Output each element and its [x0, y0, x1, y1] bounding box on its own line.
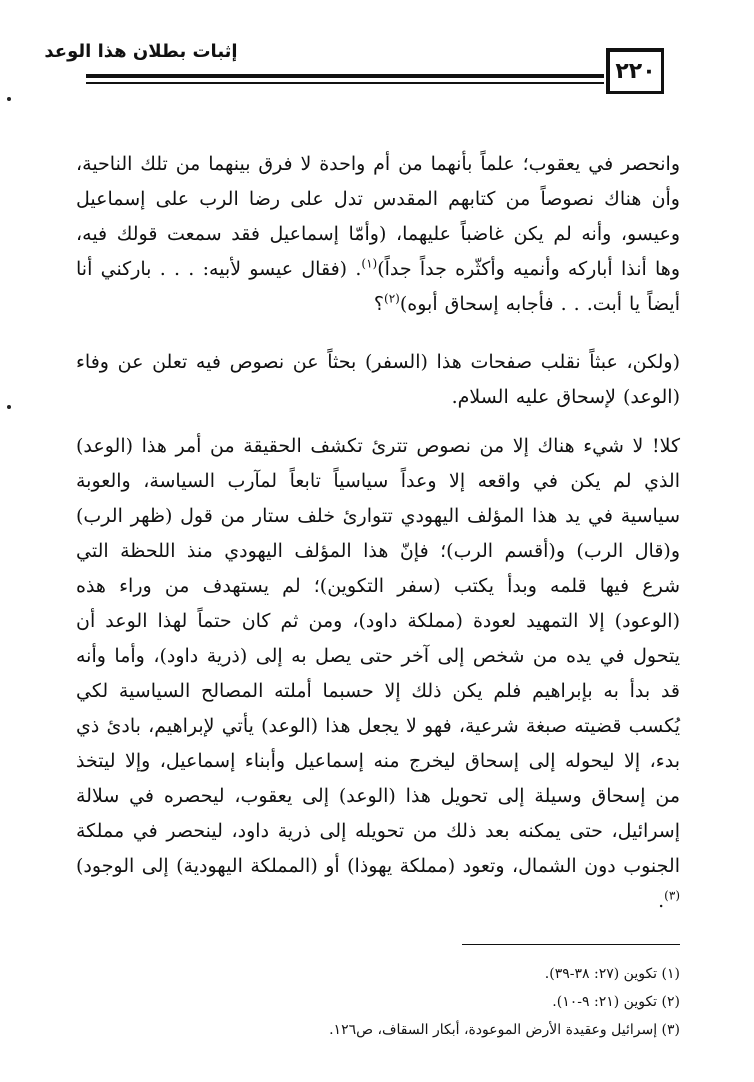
paragraph-text: ؟	[373, 293, 385, 315]
footnotes	[76, 960, 680, 1044]
paragraph	[76, 147, 680, 322]
header-rule	[86, 74, 604, 78]
footnote-ref: (١)	[361, 256, 378, 271]
footnote-separator	[462, 944, 680, 945]
running-title: إثبات بطلان هذا الوعد	[44, 41, 238, 62]
paragraph	[76, 429, 680, 919]
footnote-ref: (٢)	[384, 291, 400, 306]
paragraph-text: .	[658, 890, 665, 912]
footnote-ref: (٣)	[664, 888, 680, 903]
paragraph	[76, 345, 680, 415]
paragraph-text: . (فقال عيسو لأبيه: . . . باركني أنا أيضاً يا أبت. . . فأجابه إسحاق أبوه)	[76, 258, 680, 315]
page-number: ٢٢٠	[615, 59, 656, 84]
paragraph-text: (ولكن، عبثاً نقلب صفحات هذا (السفر) بحثاً عن نصوص فيه تعلن عن وفاء (الوعد) لإسحاق عليه السلام.	[76, 351, 680, 408]
page-number-box	[606, 48, 664, 94]
paragraph-text: كلا! لا شيء هناك إلا من نصوص تترئ تكشف الحقيقة من أمر هذا (الوعد) الذي لم يكن في واقعه إلا وعداً سياسياً تابعاً لمآرب السياسة، والعوبة سياسية في يد هذا المؤلف اليهودي تتوارئ خلف ستار من قول (ظهر الرب) و(قال الرب) و(أقسم الرب)؛ فإنّ هذا المؤلف اليهودي منذ اللحظة التي شرع فيها قلمه وبدأ يكتب (سفر التكوين)؛ لم يستهدف من وراء هذه (الوعود) إلا التمهيد لعودة (مملكة داود)، ومن ثم كان حتماً لهذا الوعد أن يتحول في يده من شخص إلى آخر حتى يصل به إلى (ذرية داود)، وأما وأنه قد بدأ به بإبراهيم فلم يكن ذلك إلا حسبما أملته المصالح السياسية لكي يُكسب قضيته صبغة شرعية، فهو لا يجعل هذا (الوعد) يأتي لإبراهيم، بادئ ذي بدء، إلا ليحوله إلى إسحاق ليخرج منه إسماعيل وأبناء إسماعيل، وإلا ليتخذ من إسحاق وسيلة إلى تحويل هذا (الوعد) إلى يعقوب، ليحصره في سلالة إسرائيل، حتى يمكنه بعد ذلك من تحويله إلى ذرية داود، لينحصر في مملكة الجنوب دون الشمال، وتعود (مملكة يهوذا) أو (المملكة اليهودية) إلى الوجود)	[76, 435, 680, 877]
footnote: (٣) إسرائيل وعقيدة الأرض الموعودة، أبكار السقاف، ص١٢٦.	[329, 1022, 680, 1038]
paragraph-text: وانحصر في يعقوب؛ علماً بأنهما من أم واحدة لا فرق بينهما من تلك الناحية، وأن هناك نصوصاً من كتابهم المقدس تدل على رضا الرب على إسماعيل وعيسو، وأنه لم يكن غاضباً عليهما، (وأمّا إسماعيل فقد سمعت قولك فيه، وها أنذا أباركه وأنميه وأكثّره جداً جداً)	[76, 153, 680, 280]
footnote: (٢) تكوين (٢١: ٩-١٠).	[552, 994, 680, 1010]
header-rule-thin	[86, 82, 604, 84]
footnote: (١) تكوين (٢٧: ٣٨-٣٩).	[544, 966, 680, 982]
margin-mark	[7, 405, 11, 409]
margin-mark	[7, 97, 11, 101]
